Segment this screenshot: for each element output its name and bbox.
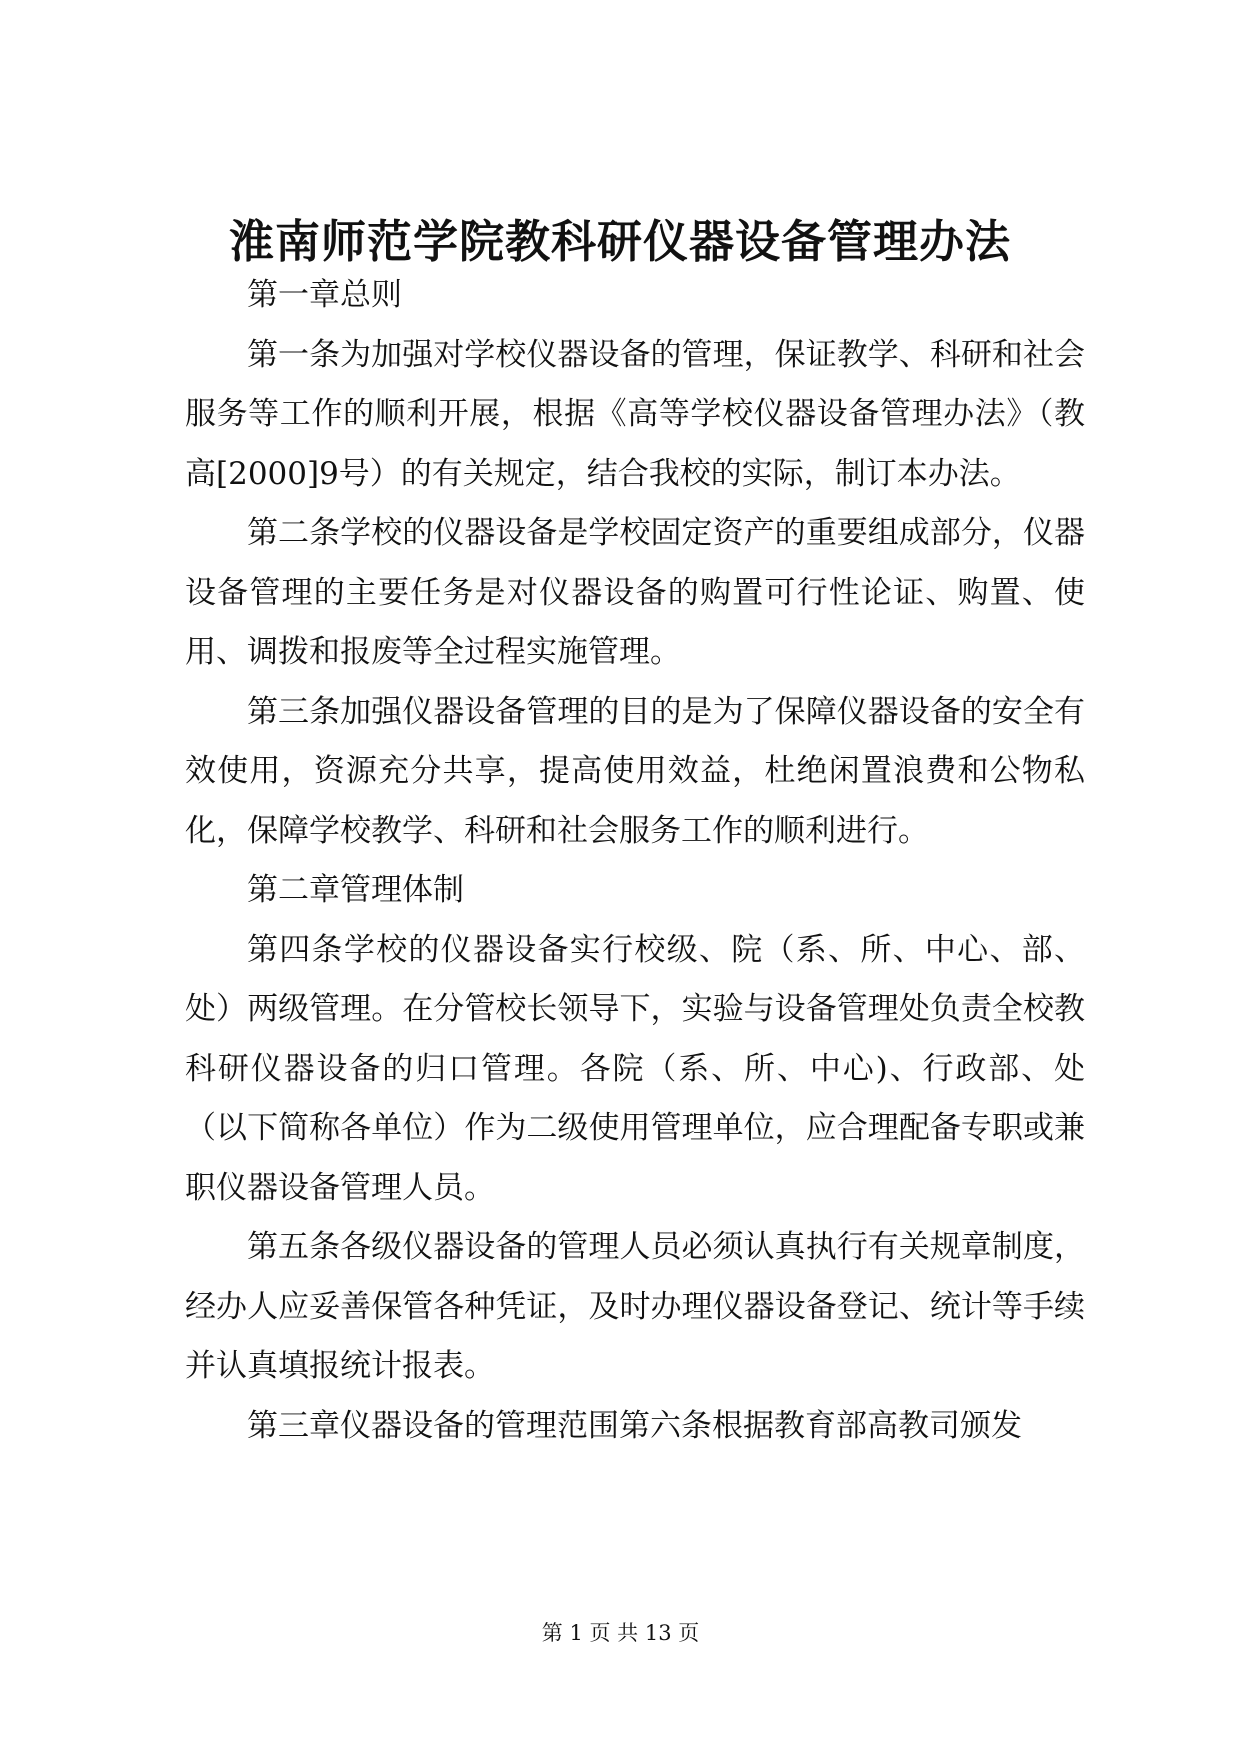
chapter-3-paragraph: 第三章仪器设备的管理范围第六条根据教育部高教司颁发 (247, 1407, 1022, 1444)
document-title: 淮南师范学院教科研仪器设备管理办法 (228, 215, 1011, 268)
article-5-paragraph: 第五条各级仪器设备的管理人员必须认真执行有关规章制度，经办人应妥善保管各种凭证，及时办理仪器设备登记、统计等手续并认真填报统计报表。 (185, 1229, 1085, 1384)
chapter-2-heading: 第二章管理体制 (247, 872, 464, 908)
article-1-paragraph: 第一条为加强对学校仪器设备的管理，保证教学、科研和社会服务等工作的顺利开展，根据《高等学校仪器设备管理办法》（教高[2000]9号）的有关规定，结合我校的实际，制订本办法。 (185, 336, 1085, 492)
document-body (185, 266, 1085, 1456)
chapter-1-heading: 第一章总则 (247, 277, 402, 313)
page-number-footer: 第 1 页 共 13 页 (541, 1621, 700, 1645)
article-2-paragraph: 第二条学校的仪器设备是学校固定资产的重要组成部分，仪器设备管理的主要任务是对仪器设备的购置可行性论证、购置、使用、调拨和报废等全过程实施管理。 (185, 515, 1085, 670)
article-3-paragraph: 第三条加强仪器设备管理的目的是为了保障仪器设备的安全有效使用，资源充分共享，提高使用效益，杜绝闲置浪费和公物私化，保障学校教学、科研和社会服务工作的顺利进行。 (185, 693, 1085, 849)
article-4-paragraph: 第四条学校的仪器设备实行校级、院（系、所、中心、部、处）两级管理。在分管校长领导下，实验与设备管理处负责全校教科研仪器设备的归口管理。各院（系、所、中心)、行政部、处（以下简称各单位）作为二级使用管理单位，应合理配备专职或兼职仪器设备管理人员。 (185, 931, 1085, 1206)
